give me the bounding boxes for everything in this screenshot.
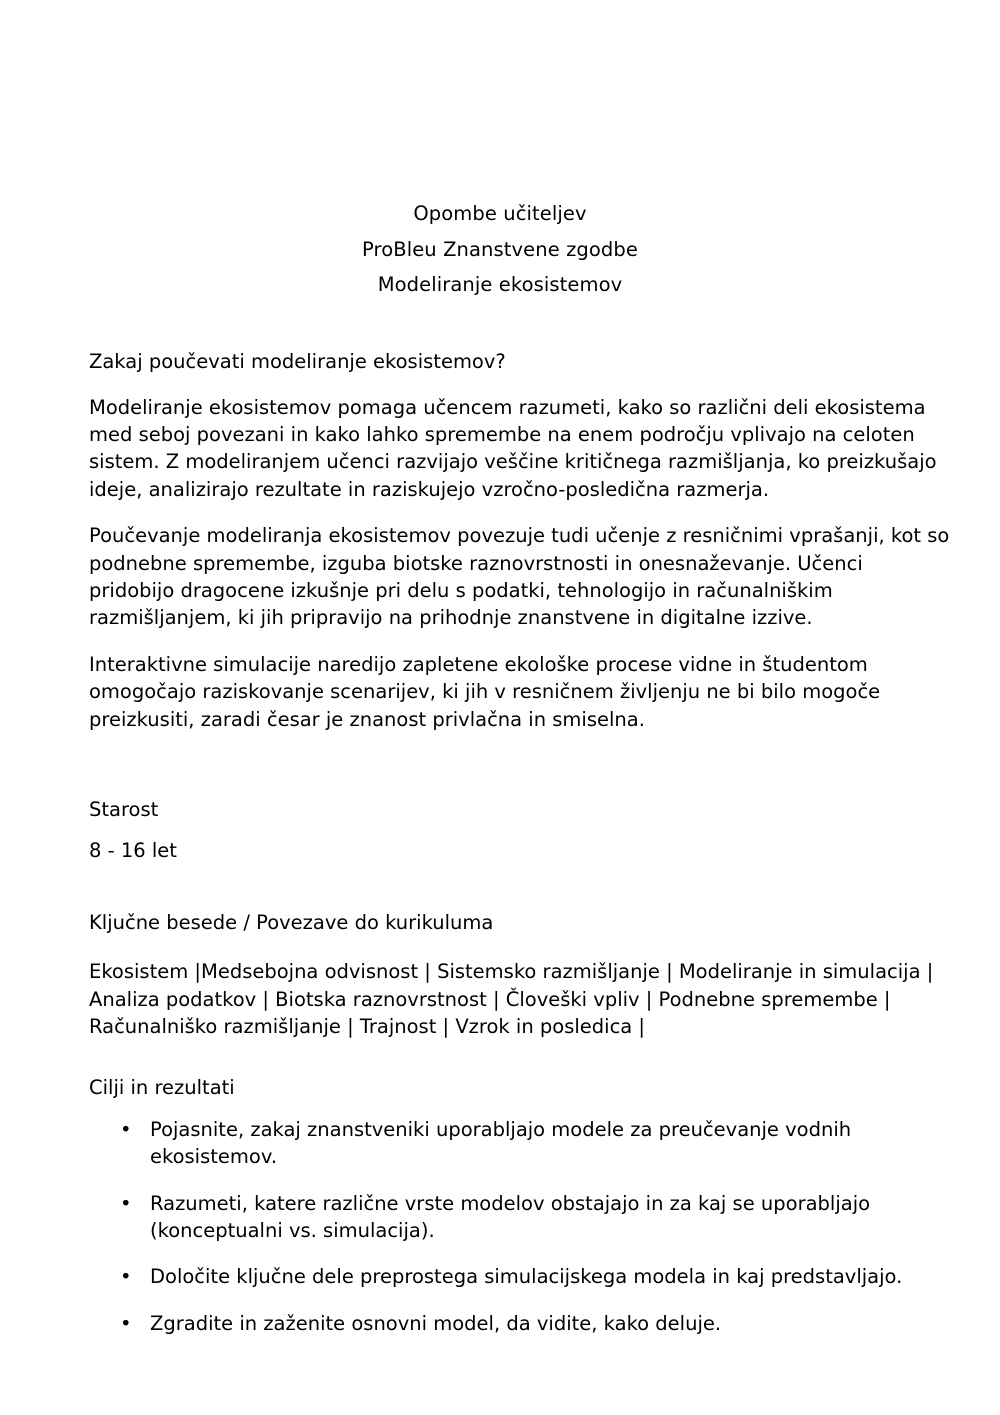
list-item-line: (konceptualni vs. simulacija). xyxy=(150,1219,435,1243)
section-heading-why: Zakaj poučevati modeliranje ekosistemov? xyxy=(89,349,506,373)
list-item xyxy=(89,1116,911,1171)
objectives-list xyxy=(89,1116,911,1337)
list-item-line: Razumeti, katere različne vrste modelov obstajajo in za kaj se uporabljajo xyxy=(150,1191,871,1215)
keywords-line: Ekosistem |Medsebojna odvisnost | Sistemsko razmišljanje | Modeliranje in simulacija | xyxy=(89,960,934,984)
document-title-line-2: ProBleu Znanstvene zgodbe xyxy=(361,237,638,261)
paragraph-line: razmišljanjem, ki jih pripravijo na prihodnje znanstvene in digitalne izzive. xyxy=(89,606,813,630)
paragraph-line: preizkusiti, zaradi česar je znanost privlačna in smiselna. xyxy=(89,707,645,731)
paragraph-line: sistem. Z modeliranjem učenci razvijajo veščine kritičnega razmišljanja, ko preizkušajo xyxy=(89,450,937,474)
paragraph-line: Modeliranje ekosistemov pomaga učencem razumeti, kako so različni deli ekosistema xyxy=(89,395,926,419)
keywords-list xyxy=(89,958,934,1040)
section-heading-objectives: Cilji in rezultati xyxy=(89,1076,235,1100)
list-item-line: Zgradite in zaženite osnovni model, da vidite, kako deluje. xyxy=(150,1311,722,1335)
list-item xyxy=(89,1263,911,1290)
paragraph-line: pridobijo dragocene izkušnje pri delu s podatki, tehnologijo in računalniškim xyxy=(89,578,833,602)
document-body xyxy=(89,196,950,1337)
paragraph-why-3 xyxy=(89,651,911,733)
keywords-line: Analiza podatkov | Biotska raznovrstnost | Človeški vpliv | Podnebne spremembe | xyxy=(89,987,891,1011)
list-item xyxy=(89,1190,911,1245)
paragraph-line: Interaktivne simulacije naredijo zapletene ekološke procese vidne in študentom xyxy=(89,652,868,676)
document-title-line-3: Modeliranje ekosistemov xyxy=(377,273,623,296)
title-block xyxy=(89,196,911,303)
list-item-line: Pojasnite, zakaj znanstveniki uporabljajo modele za preučevanje vodnih xyxy=(150,1117,852,1141)
paragraph-why-1 xyxy=(89,394,937,504)
document-title-line-1: Opombe učiteljev xyxy=(413,202,587,225)
spacer xyxy=(89,936,911,958)
paragraph-why-2 xyxy=(89,522,950,632)
list-item-line: Določite ključne dele preprostega simulacijskega modela in kaj predstavljajo. xyxy=(150,1265,903,1289)
list-item-line: ekosistemov. xyxy=(150,1145,278,1169)
paragraph-line: ideje, analizirajo rezultate in raziskujejo vzročno-posledična razmerja. xyxy=(89,477,770,501)
spacer xyxy=(89,1040,911,1074)
spacer xyxy=(89,865,911,909)
spacer xyxy=(89,752,911,796)
paragraph-line: Poučevanje modeliranja ekosistemov povezuje tudi učenje z resničnimi vprašanji, kot so xyxy=(89,524,950,548)
paragraph-line: podnebne spremembe, izguba biotske raznovrstnosti in onesnaževanje. Učenci xyxy=(89,551,863,575)
bullet-icon: • xyxy=(120,1265,132,1289)
bullet-icon: • xyxy=(120,1311,132,1335)
section-heading-keywords: Ključne besede / Povezave do kurikuluma xyxy=(89,910,494,934)
list-item xyxy=(89,1310,911,1337)
bullet-icon: • xyxy=(120,1191,132,1215)
bullet-icon: • xyxy=(120,1117,132,1141)
keywords-line: Računalniško razmišljanje | Trajnost | Vzrok in posledica | xyxy=(89,1015,646,1038)
section-heading-age: Starost xyxy=(89,797,159,821)
age-range-value: 8 - 16 let xyxy=(89,839,177,863)
paragraph-line: med seboj povezani in kako lahko spremembe na enem področju vplivajo na celoten xyxy=(89,422,915,446)
paragraph-line: omogočajo raziskovanje scenarijev, ki jih v resničnem življenju ne bi bilo mogoče xyxy=(89,680,881,704)
